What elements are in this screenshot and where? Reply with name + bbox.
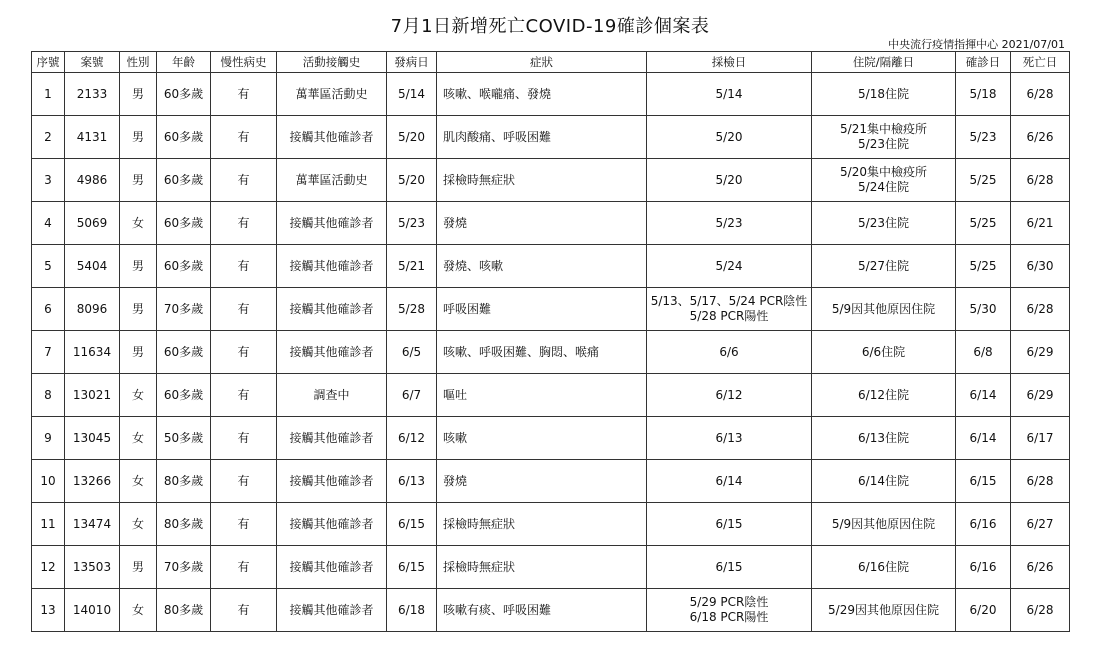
hospital-cell: 6/13住院 xyxy=(812,417,956,460)
death-cell: 6/28 xyxy=(1011,460,1070,503)
case-seq-cell: 8 xyxy=(32,374,65,417)
onset-cell: 5/28 xyxy=(387,288,437,331)
column-header: 序號 xyxy=(32,52,65,73)
confirm-cell: 6/15 xyxy=(956,460,1011,503)
confirm-cell: 6/20 xyxy=(956,589,1011,632)
column-header: 活動接觸史 xyxy=(277,52,387,73)
age-cell: 60多歲 xyxy=(157,331,211,374)
sex-cell: 女 xyxy=(120,202,157,245)
sampling-cell: 5/23 xyxy=(647,202,812,245)
age-cell: 80多歲 xyxy=(157,503,211,546)
onset-cell: 6/15 xyxy=(387,546,437,589)
hospital-cell: 5/27住院 xyxy=(812,245,956,288)
confirm-cell: 5/25 xyxy=(956,245,1011,288)
table-row xyxy=(32,202,1070,245)
symptom-cell: 發燒 xyxy=(437,460,647,503)
hospital-cell: 6/14住院 xyxy=(812,460,956,503)
confirm-cell: 6/16 xyxy=(956,546,1011,589)
symptom-cell: 呼吸困難 xyxy=(437,288,647,331)
sampling-cell: 6/12 xyxy=(647,374,812,417)
case-id-cell: 4131 xyxy=(65,116,120,159)
chronic-cell: 有 xyxy=(211,288,277,331)
death-cell: 6/29 xyxy=(1011,374,1070,417)
sampling-cell: 5/13、5/17、5/24 PCR陰性 5/28 PCR陽性 xyxy=(647,288,812,331)
case-id-cell: 2133 xyxy=(65,73,120,116)
case-id-cell: 5069 xyxy=(65,202,120,245)
column-header: 確診日 xyxy=(956,52,1011,73)
sampling-cell: 5/20 xyxy=(647,159,812,202)
table-row xyxy=(32,589,1070,632)
hospital-cell: 6/16住院 xyxy=(812,546,956,589)
exposure-cell: 接觸其他確診者 xyxy=(277,460,387,503)
case-seq-cell: 5 xyxy=(32,245,65,288)
case-id-cell: 11634 xyxy=(65,331,120,374)
onset-cell: 5/20 xyxy=(387,159,437,202)
exposure-cell: 調查中 xyxy=(277,374,387,417)
hospital-cell: 5/23住院 xyxy=(812,202,956,245)
sex-cell: 男 xyxy=(120,288,157,331)
sex-cell: 女 xyxy=(120,417,157,460)
onset-cell: 6/18 xyxy=(387,589,437,632)
case-table xyxy=(31,51,1070,632)
sex-cell: 男 xyxy=(120,159,157,202)
case-seq-cell: 4 xyxy=(32,202,65,245)
age-cell: 60多歲 xyxy=(157,245,211,288)
death-cell: 6/17 xyxy=(1011,417,1070,460)
death-cell: 6/28 xyxy=(1011,159,1070,202)
chronic-cell: 有 xyxy=(211,460,277,503)
case-id-cell: 5404 xyxy=(65,245,120,288)
onset-cell: 5/14 xyxy=(387,73,437,116)
chronic-cell: 有 xyxy=(211,202,277,245)
exposure-cell: 接觸其他確診者 xyxy=(277,417,387,460)
sampling-cell: 6/15 xyxy=(647,503,812,546)
confirm-cell: 5/25 xyxy=(956,202,1011,245)
death-cell: 6/29 xyxy=(1011,331,1070,374)
exposure-cell: 接觸其他確診者 xyxy=(277,503,387,546)
death-cell: 6/28 xyxy=(1011,73,1070,116)
hospital-cell: 5/18住院 xyxy=(812,73,956,116)
confirm-cell: 5/23 xyxy=(956,116,1011,159)
chronic-cell: 有 xyxy=(211,159,277,202)
sex-cell: 男 xyxy=(120,546,157,589)
case-id-cell: 4986 xyxy=(65,159,120,202)
table-row xyxy=(32,159,1070,202)
age-cell: 80多歲 xyxy=(157,460,211,503)
symptom-cell: 發燒 xyxy=(437,202,647,245)
onset-cell: 5/21 xyxy=(387,245,437,288)
table-row xyxy=(32,503,1070,546)
onset-cell: 5/20 xyxy=(387,116,437,159)
death-cell: 6/28 xyxy=(1011,288,1070,331)
death-cell: 6/21 xyxy=(1011,202,1070,245)
symptom-cell: 採檢時無症狀 xyxy=(437,546,647,589)
table-row xyxy=(32,417,1070,460)
confirm-cell: 6/8 xyxy=(956,331,1011,374)
column-header: 性別 xyxy=(120,52,157,73)
column-header: 死亡日 xyxy=(1011,52,1070,73)
case-id-cell: 13474 xyxy=(65,503,120,546)
confirm-cell: 5/30 xyxy=(956,288,1011,331)
chronic-cell: 有 xyxy=(211,116,277,159)
case-id-cell: 13021 xyxy=(65,374,120,417)
column-header: 案號 xyxy=(65,52,120,73)
document-title: 7月1日新增死亡COVID-19確診個案表 xyxy=(390,16,710,37)
age-cell: 50多歲 xyxy=(157,417,211,460)
sex-cell: 男 xyxy=(120,116,157,159)
exposure-cell: 萬華區活動史 xyxy=(277,159,387,202)
chronic-cell: 有 xyxy=(211,331,277,374)
chronic-cell: 有 xyxy=(211,374,277,417)
age-cell: 60多歲 xyxy=(157,202,211,245)
confirm-cell: 6/14 xyxy=(956,374,1011,417)
sex-cell: 男 xyxy=(120,245,157,288)
case-seq-cell: 7 xyxy=(32,331,65,374)
case-seq-cell: 11 xyxy=(32,503,65,546)
sex-cell: 男 xyxy=(120,73,157,116)
symptom-cell: 咳嗽有痰、呼吸困難 xyxy=(437,589,647,632)
chronic-cell: 有 xyxy=(211,417,277,460)
source-label: 中央流行疫情指揮中心 2021/07/01 xyxy=(888,38,1065,51)
sampling-cell: 6/6 xyxy=(647,331,812,374)
symptom-cell: 肌肉酸痛、呼吸困難 xyxy=(437,116,647,159)
sex-cell: 女 xyxy=(120,503,157,546)
case-seq-cell: 13 xyxy=(32,589,65,632)
table-row xyxy=(32,374,1070,417)
column-header: 症狀 xyxy=(437,52,647,73)
exposure-cell: 接觸其他確診者 xyxy=(277,546,387,589)
table-header-row xyxy=(32,52,1070,73)
chronic-cell: 有 xyxy=(211,73,277,116)
case-seq-cell: 9 xyxy=(32,417,65,460)
hospital-cell: 5/9因其他原因住院 xyxy=(812,503,956,546)
table-row xyxy=(32,331,1070,374)
case-seq-cell: 2 xyxy=(32,116,65,159)
symptom-cell: 咳嗽、呼吸困難、胸悶、喉痛 xyxy=(437,331,647,374)
case-seq-cell: 12 xyxy=(32,546,65,589)
confirm-cell: 5/18 xyxy=(956,73,1011,116)
table-row xyxy=(32,460,1070,503)
onset-cell: 5/23 xyxy=(387,202,437,245)
column-header: 年齡 xyxy=(157,52,211,73)
symptom-cell: 咳嗽、喉嚨痛、發燒 xyxy=(437,73,647,116)
death-cell: 6/26 xyxy=(1011,116,1070,159)
hospital-cell: 6/12住院 xyxy=(812,374,956,417)
column-header: 住院/隔離日 xyxy=(812,52,956,73)
confirm-cell: 6/16 xyxy=(956,503,1011,546)
symptom-cell: 採檢時無症狀 xyxy=(437,159,647,202)
sampling-cell: 5/20 xyxy=(647,116,812,159)
symptom-cell: 發燒、咳嗽 xyxy=(437,245,647,288)
case-seq-cell: 3 xyxy=(32,159,65,202)
onset-cell: 6/13 xyxy=(387,460,437,503)
table-row xyxy=(32,288,1070,331)
chronic-cell: 有 xyxy=(211,546,277,589)
exposure-cell: 接觸其他確診者 xyxy=(277,331,387,374)
sampling-cell: 6/15 xyxy=(647,546,812,589)
hospital-cell: 5/21集中檢疫所 5/23住院 xyxy=(812,116,956,159)
age-cell: 60多歲 xyxy=(157,73,211,116)
table-row xyxy=(32,73,1070,116)
death-cell: 6/27 xyxy=(1011,503,1070,546)
sex-cell: 女 xyxy=(120,589,157,632)
case-id-cell: 13503 xyxy=(65,546,120,589)
table-body xyxy=(32,73,1070,632)
chronic-cell: 有 xyxy=(211,503,277,546)
table-row xyxy=(32,546,1070,589)
symptom-cell: 採檢時無症狀 xyxy=(437,503,647,546)
case-id-cell: 8096 xyxy=(65,288,120,331)
sex-cell: 女 xyxy=(120,460,157,503)
exposure-cell: 接觸其他確診者 xyxy=(277,288,387,331)
case-id-cell: 14010 xyxy=(65,589,120,632)
sampling-cell: 5/29 PCR陰性 6/18 PCR陽性 xyxy=(647,589,812,632)
case-id-cell: 13045 xyxy=(65,417,120,460)
death-cell: 6/30 xyxy=(1011,245,1070,288)
onset-cell: 6/7 xyxy=(387,374,437,417)
sampling-cell: 6/14 xyxy=(647,460,812,503)
exposure-cell: 接觸其他確診者 xyxy=(277,245,387,288)
sex-cell: 男 xyxy=(120,331,157,374)
table-row xyxy=(32,116,1070,159)
chronic-cell: 有 xyxy=(211,245,277,288)
sampling-cell: 5/14 xyxy=(647,73,812,116)
exposure-cell: 接觸其他確診者 xyxy=(277,116,387,159)
hospital-cell: 5/29因其他原因住院 xyxy=(812,589,956,632)
confirm-cell: 5/25 xyxy=(956,159,1011,202)
sampling-cell: 6/13 xyxy=(647,417,812,460)
age-cell: 60多歲 xyxy=(157,374,211,417)
symptom-cell: 嘔吐 xyxy=(437,374,647,417)
column-header: 採檢日 xyxy=(647,52,812,73)
exposure-cell: 萬華區活動史 xyxy=(277,73,387,116)
onset-cell: 6/5 xyxy=(387,331,437,374)
age-cell: 80多歲 xyxy=(157,589,211,632)
age-cell: 60多歲 xyxy=(157,116,211,159)
exposure-cell: 接觸其他確診者 xyxy=(277,589,387,632)
exposure-cell: 接觸其他確診者 xyxy=(277,202,387,245)
onset-cell: 6/15 xyxy=(387,503,437,546)
hospital-cell: 6/6住院 xyxy=(812,331,956,374)
sampling-cell: 5/24 xyxy=(647,245,812,288)
confirm-cell: 6/14 xyxy=(956,417,1011,460)
onset-cell: 6/12 xyxy=(387,417,437,460)
column-header: 發病日 xyxy=(387,52,437,73)
chronic-cell: 有 xyxy=(211,589,277,632)
hospital-cell: 5/20集中檢疫所 5/24住院 xyxy=(812,159,956,202)
death-cell: 6/28 xyxy=(1011,589,1070,632)
sex-cell: 女 xyxy=(120,374,157,417)
case-seq-cell: 1 xyxy=(32,73,65,116)
age-cell: 70多歲 xyxy=(157,546,211,589)
case-seq-cell: 10 xyxy=(32,460,65,503)
column-header: 慢性病史 xyxy=(211,52,277,73)
case-seq-cell: 6 xyxy=(32,288,65,331)
table-row xyxy=(32,245,1070,288)
hospital-cell: 5/9因其他原因住院 xyxy=(812,288,956,331)
case-id-cell: 13266 xyxy=(65,460,120,503)
age-cell: 60多歲 xyxy=(157,159,211,202)
death-cell: 6/26 xyxy=(1011,546,1070,589)
age-cell: 70多歲 xyxy=(157,288,211,331)
symptom-cell: 咳嗽 xyxy=(437,417,647,460)
